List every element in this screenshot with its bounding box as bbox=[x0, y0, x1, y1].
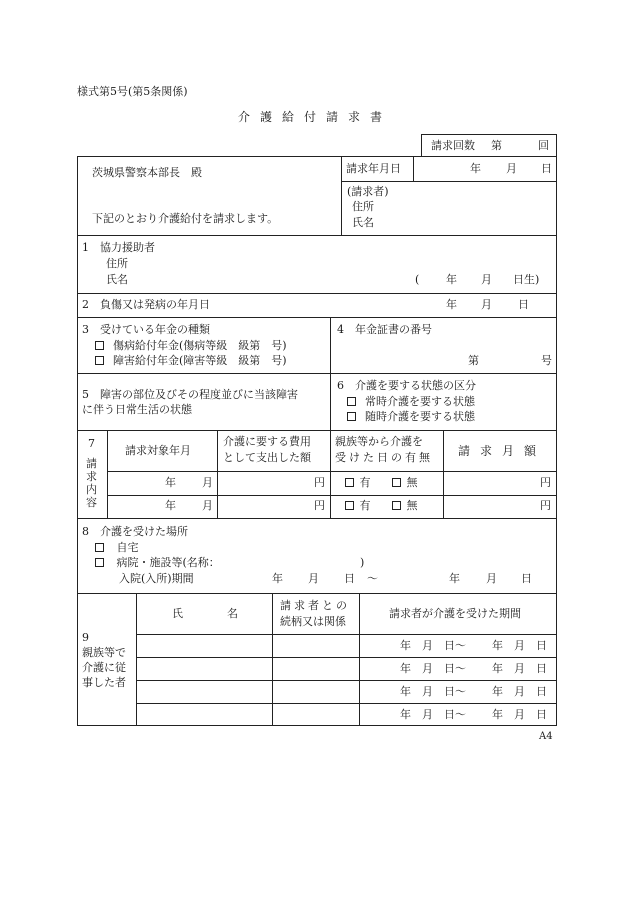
checkbox[interactable] bbox=[347, 412, 356, 421]
s7-col-family-line1: 親族等から介護を bbox=[335, 435, 423, 448]
s3-option-2-label: 障害給付年金(障害等級 級第 号) bbox=[113, 354, 287, 367]
s8-month-end: 月 bbox=[486, 572, 497, 585]
rule bbox=[77, 518, 557, 519]
rule bbox=[136, 703, 557, 704]
s7-row-no bbox=[392, 477, 418, 490]
s4-title: 4 年金証書の番号 bbox=[337, 323, 432, 336]
s7-col-cost-line2: として支出した額 bbox=[223, 451, 311, 464]
rule bbox=[77, 293, 557, 294]
s9-row-to: 年 月 日 bbox=[492, 685, 547, 698]
rule bbox=[107, 471, 557, 472]
s7-col-amount: 請求月額 bbox=[458, 444, 547, 458]
rule bbox=[359, 593, 360, 726]
form-id: 様式第5号(第5条関係) bbox=[77, 85, 188, 98]
s4-go: 号 bbox=[541, 354, 552, 367]
s8-option-1 bbox=[95, 542, 139, 555]
claim-date-month: 月 bbox=[506, 162, 517, 175]
claim-date-year: 年 bbox=[470, 162, 481, 175]
s9-label-line: 事した者 bbox=[82, 676, 126, 689]
s9-row-from: 年 月 日～ bbox=[400, 662, 466, 675]
s9-row-from: 年 月 日～ bbox=[400, 685, 466, 698]
addressee: 茨城県警察本部長 殿 bbox=[92, 166, 202, 179]
s8-year: 年 bbox=[272, 572, 283, 585]
s7-row-year: 年 bbox=[165, 476, 176, 489]
s2-day: 日 bbox=[518, 298, 529, 311]
s5-title-line1: 5 障害の部位及びその程度並びに当該障害 bbox=[82, 388, 298, 401]
claimant-address: 住所 bbox=[352, 200, 374, 213]
s8-month: 月 bbox=[308, 572, 319, 585]
s7-row-yen: 円 bbox=[314, 476, 325, 489]
rule bbox=[413, 156, 414, 181]
s9-col-rel-line2: 続柄又は関係 bbox=[280, 615, 346, 628]
s1-name: 氏名 bbox=[106, 273, 128, 286]
s9-col-period: 請求者が介護を受けた期間 bbox=[389, 607, 521, 620]
rule bbox=[136, 657, 557, 658]
s9-row-to: 年 月 日 bbox=[492, 708, 547, 721]
rule bbox=[330, 317, 331, 430]
s6-title: 6 介護を要する状態の区分 bbox=[337, 379, 476, 392]
s8-day-end: 日 bbox=[521, 572, 532, 585]
s1-year: 年 bbox=[446, 273, 457, 286]
rule bbox=[136, 593, 137, 726]
s7-row-yen: 円 bbox=[314, 499, 325, 512]
s8-option-1-label: 自宅 bbox=[116, 541, 139, 554]
rule bbox=[272, 593, 273, 726]
s7-row-month: 月 bbox=[202, 499, 213, 512]
checkbox[interactable] bbox=[95, 341, 104, 350]
claimant-name: 氏名 bbox=[352, 216, 374, 229]
s7-row-year: 年 bbox=[165, 499, 176, 512]
s6-option-2 bbox=[347, 411, 475, 424]
s7-label-char: 求 bbox=[86, 470, 97, 483]
claim-date-day: 日 bbox=[541, 162, 552, 175]
checkbox[interactable] bbox=[345, 478, 354, 487]
rule bbox=[217, 430, 218, 518]
s3-option-2 bbox=[95, 355, 287, 368]
s9-col-name: 氏 名 bbox=[172, 607, 238, 620]
paper-size: A4 bbox=[539, 731, 553, 742]
s9-row-from: 年 月 日～ bbox=[400, 639, 466, 652]
s7-col-cost-line1: 介護に要する費用 bbox=[223, 435, 311, 448]
s7-col-month: 請求対象年月 bbox=[125, 444, 191, 457]
rule bbox=[107, 430, 108, 518]
s9-row-from: 年 月 日～ bbox=[400, 708, 466, 721]
rule bbox=[443, 430, 444, 518]
s8-option-2-label: 病院・施設等(名称： bbox=[116, 556, 220, 569]
s7-row-no-label: 無 bbox=[406, 499, 418, 512]
rule bbox=[77, 593, 557, 594]
s8-tilde: ～ bbox=[367, 572, 378, 585]
s7-col-family-line2: 受けた日の有無 bbox=[335, 451, 433, 464]
s2-title: 2 負傷又は発病の年月日 bbox=[82, 298, 210, 311]
claim-count-dai: 第 bbox=[491, 139, 502, 152]
s7-row-yen2: 円 bbox=[540, 476, 551, 489]
rule bbox=[77, 317, 557, 318]
s6-option-1 bbox=[347, 396, 475, 409]
claim-count-label: 請求回数 bbox=[431, 139, 475, 152]
form-title: 介護給付請求書 bbox=[238, 110, 393, 124]
checkbox[interactable] bbox=[95, 558, 104, 567]
s7-label-char: 内 bbox=[86, 483, 97, 496]
rule bbox=[77, 430, 557, 431]
s2-year: 年 bbox=[446, 298, 457, 311]
s8-day: 日 bbox=[344, 572, 355, 585]
checkbox[interactable] bbox=[392, 501, 401, 510]
s8-period-label: 入院(入所)期間 bbox=[119, 572, 194, 585]
rule bbox=[107, 495, 557, 496]
s7-num: 7 bbox=[88, 437, 95, 450]
s1-title: 1 協力援助者 bbox=[82, 241, 155, 254]
s9-row-to: 年 月 日 bbox=[492, 639, 547, 652]
s7-row-yes-label: 有 bbox=[359, 476, 371, 489]
checkbox[interactable] bbox=[95, 543, 104, 552]
rule bbox=[77, 373, 557, 374]
s5-title-line2: に伴う日常生活の状態 bbox=[82, 403, 192, 416]
s3-title: 3 受けている年金の種類 bbox=[82, 323, 210, 336]
rule bbox=[341, 181, 557, 182]
claim-date-label: 請求年月日 bbox=[346, 162, 401, 175]
s7-row-no-label: 無 bbox=[406, 476, 418, 489]
s7-row-yes bbox=[345, 500, 371, 513]
s9-row-to: 年 月 日 bbox=[492, 662, 547, 675]
s9-label-line: 9 bbox=[82, 631, 89, 644]
s9-col-rel-line1: 請求者との bbox=[280, 599, 350, 612]
claim-count-kai: 回 bbox=[538, 139, 549, 152]
checkbox[interactable] bbox=[347, 397, 356, 406]
s7-label-char: 容 bbox=[86, 496, 97, 509]
s7-row-no bbox=[392, 500, 418, 513]
s8-title: 8 介護を受けた場所 bbox=[82, 525, 188, 538]
s1-month: 月 bbox=[481, 273, 492, 286]
checkbox[interactable] bbox=[345, 501, 354, 510]
s3-option-1-label: 傷病給付年金(傷病等級 級第 号) bbox=[113, 339, 287, 352]
s1-day-birth: 日生) bbox=[513, 273, 540, 286]
s6-option-2-label: 随時介護を要する状態 bbox=[365, 410, 475, 423]
rule bbox=[136, 634, 557, 635]
s8-close-paren: ) bbox=[360, 556, 365, 569]
s9-label-line: 介護に従 bbox=[82, 661, 126, 674]
rule bbox=[341, 156, 342, 235]
checkbox[interactable] bbox=[95, 356, 104, 365]
intro-text: 下記のとおり介護給付を請求します。 bbox=[92, 212, 279, 225]
s8-option-2 bbox=[95, 557, 220, 570]
s7-label-char: 請 bbox=[86, 457, 97, 470]
rule bbox=[77, 235, 557, 236]
checkbox[interactable] bbox=[392, 478, 401, 487]
s1-birth-open: ( bbox=[415, 273, 420, 286]
s4-dai: 第 bbox=[468, 354, 479, 367]
s8-year-end: 年 bbox=[449, 572, 460, 585]
s7-row-yes-label: 有 bbox=[359, 499, 371, 512]
s9-label-line: 親族等で bbox=[82, 646, 126, 659]
rule bbox=[136, 680, 557, 681]
s3-option-1 bbox=[95, 340, 287, 353]
rule bbox=[330, 430, 331, 518]
s7-row-month: 月 bbox=[202, 476, 213, 489]
s7-row-yen2: 円 bbox=[540, 499, 551, 512]
s2-month: 月 bbox=[481, 298, 492, 311]
claimant-label: (請求者) bbox=[347, 185, 389, 198]
s6-option-1-label: 常時介護を要する状態 bbox=[365, 395, 475, 408]
s7-row-yes bbox=[345, 477, 371, 490]
s1-address: 住所 bbox=[106, 257, 128, 270]
